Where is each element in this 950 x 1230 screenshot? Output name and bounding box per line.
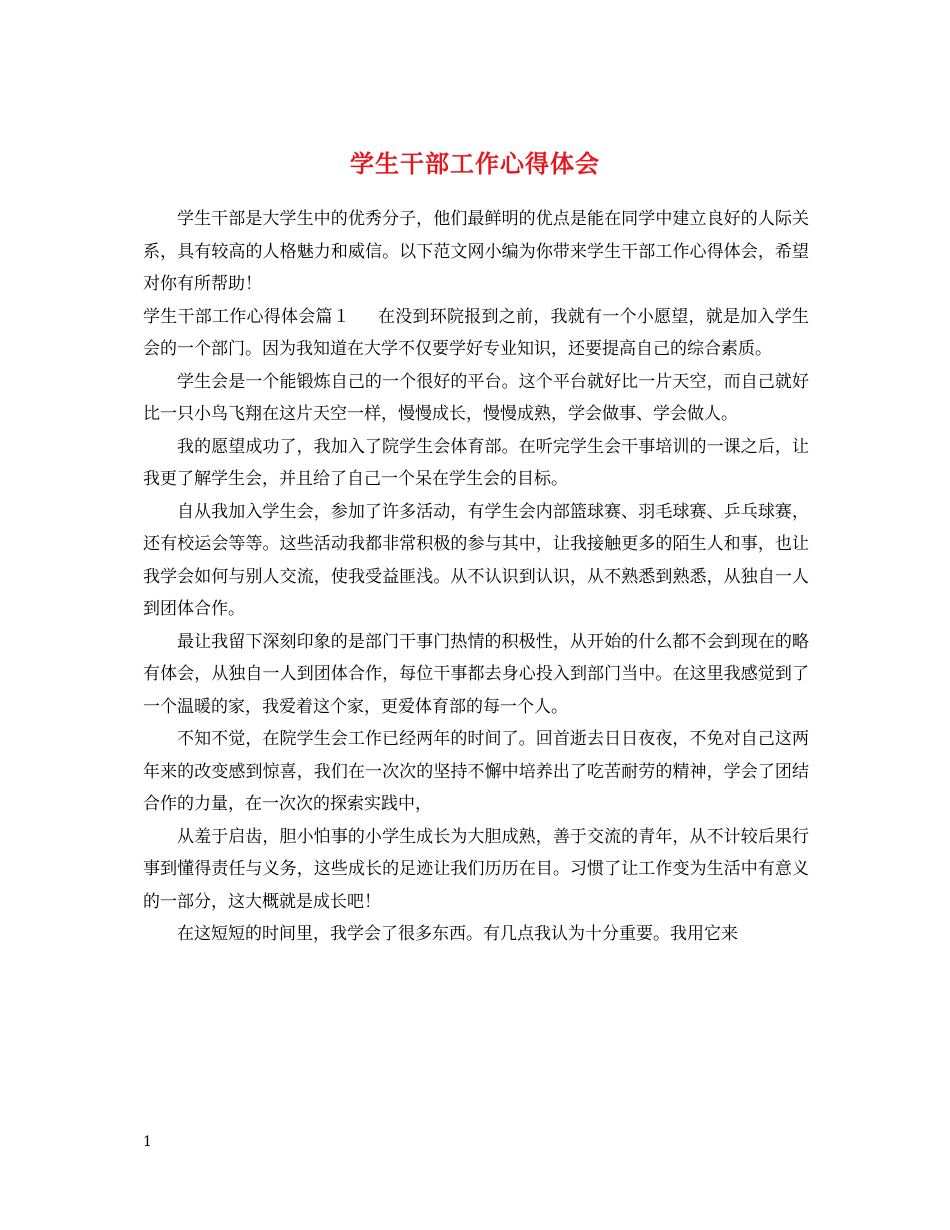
section-first-text: 在没到环院报到之前，我就有一个小愿望，就是加入学生会的一个部门。因为我知道在大学不仅要学好专业知识，还要提高自己的综合素质。: [143, 306, 809, 359]
body-paragraph: 我的愿望成功了，我加入了院学生会体育部。在听完学生会干事培训的一课之后，让我更了解学生会，并且给了自己一个呆在学生会的目标。: [143, 436, 809, 489]
document-body: [143, 203, 809, 951]
body-paragraph: 学生会是一个能锻炼自己的一个很好的平台。这个平台就好比一片天空，而自己就好比一只小鸟飞翔在这片天空一样，慢慢成长，慢慢成熟，学会做事、学会做人。: [143, 371, 809, 424]
intro-paragraph: 学生干部是大学生中的优秀分子，他们最鲜明的优点是能在同学中建立良好的人际关系，具有较高的人格魅力和威信。以下范文网小编为你带来学生干部工作心得体会，希望对你有所帮助！: [143, 209, 809, 294]
body-paragraph: 从羞于启齿，胆小怕事的小学生成长为大胆成熟，善于交流的青年，从不计较后果行事到懂得责任与义务，这些成长的足迹让我们历历在目。习惯了让工作变为生活中有意义的一部分，这大概就是成长吧！: [143, 826, 809, 912]
body-paragraph: 最让我留下深刻印象的是部门干事门热情的积极性，从开始的什么都不会到现在的略有体会，从独自一人到团体合作，每位干事都去身心投入到部门当中。在这里我感觉到了一个温暖的家，我爱着这个家，更爱体育部的每一个人。: [143, 631, 809, 717]
document-title: 学生干部工作心得体会: [350, 149, 600, 179]
section-first-paragraph: [143, 301, 809, 366]
page-number: 1: [143, 1134, 152, 1150]
section-heading: 学生干部工作心得体会篇１: [143, 306, 350, 327]
body-paragraph: 自从我加入学生会，参加了许多活动，有学生会内部篮球赛、羽毛球赛、乒乓球赛，还有校运会等等。这些活动我都非常积极的参与其中，让我接触更多的陌生人和事，也让我学会如何与别人交流，使我受益匪浅。从不认识到认识，从不熟悉到熟悉，从独自一人到团体合作。: [143, 501, 809, 619]
body-paragraph: 在这短短的时间里，我学会了很多东西。有几点我认为十分重要。我用它来: [177, 924, 738, 944]
body-paragraph: 不知不觉，在院学生会工作已经两年的时间了。回首逝去日日夜夜，不免对自己这两年来的改变感到惊喜，我们在一次次的坚持不懈中培养出了吃苦耐劳的精神，学会了团结合作的力量，在一次次的探索实践中，: [143, 729, 809, 814]
